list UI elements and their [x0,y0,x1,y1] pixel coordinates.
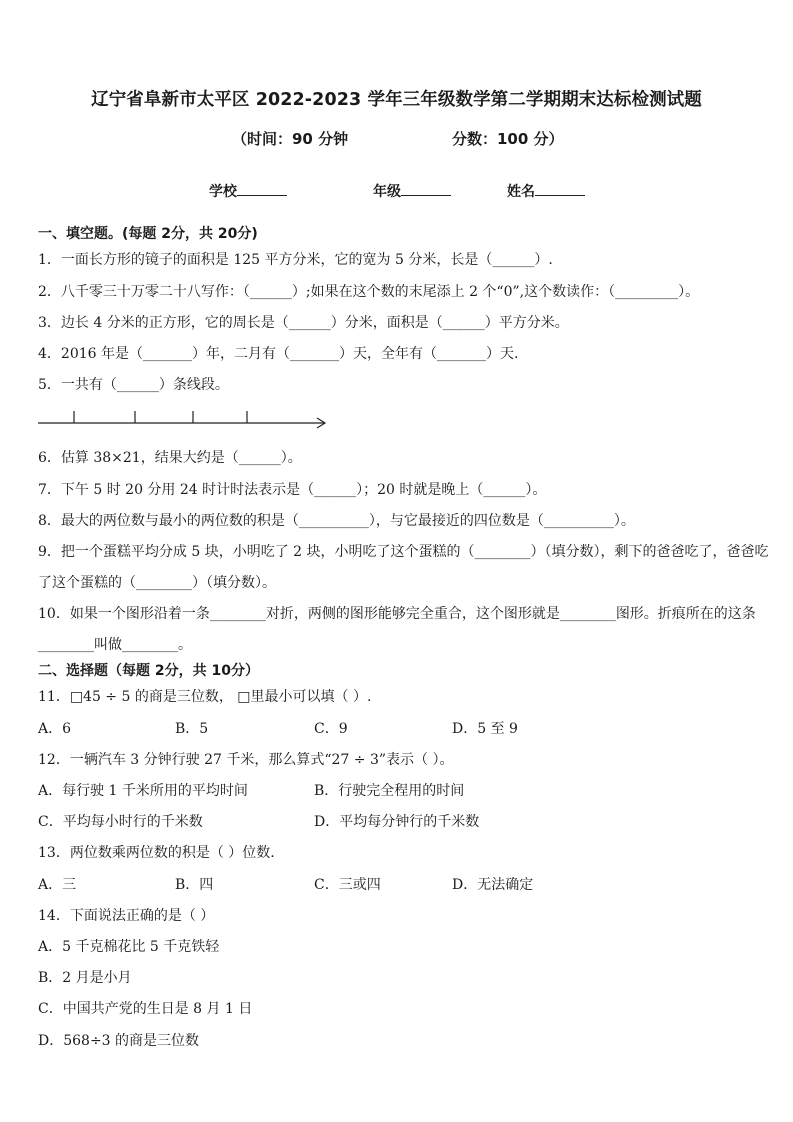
exam-score: 分数：100 分） [452,130,564,148]
section1-title: 一、填空题。(每题 2分，共 20分) [38,226,258,242]
q11-option-a: A．6 [38,721,72,737]
question-13: 13．两位数乘两位数的积是（ ）位数. [38,845,275,861]
name-blank [535,181,585,196]
question-12: 12．一辆汽车 3 分钟行驶 27 千米，那么算式“27 ÷ 3”表示（ ）。 [38,752,454,768]
q11-option-c: C．9 [314,721,348,737]
q13-option-c: C．三或四 [314,877,381,893]
school-field [209,181,287,201]
grade-blank [401,181,451,196]
section2-title: 二、选择题（每题 2分，共 10分） [38,663,259,679]
q12-option-d: D．平均每分钟行的千米数 [314,814,480,830]
line-segment-figure [38,408,338,432]
grade-label: 年级 [373,184,401,200]
question-7: 7．下午 5 时 20 分用 24 时计时法表示是（______）；20 时就是晚上（______）。 [38,482,547,498]
q11-option-b: B．5 [175,721,209,737]
name-label: 姓名 [507,184,535,200]
question-4: 4．2016 年是（_______）年，二月有（_______）天，全年有（_______）天. [38,346,519,362]
exam-title: 辽宁省阜新市太平区 2022-2023 学年三年级数学第二学期期末达标检测试题 [91,90,702,110]
q14-option-a: A．5 千克棉花比 5 千克铁轻 [38,939,220,955]
q12-option-b: B．行驶完全程用的时间 [314,783,465,799]
question-9-line-2: 了这个蛋糕的（________）（填分数）。 [38,575,276,591]
exam-time: （时间：90 分钟 [232,130,349,148]
question-3: 3．边长 4 分米的正方形，它的周长是（______）分米，面积是（______）平方分米。 [38,315,569,331]
question-8: 8．最大的两位数与最小的两位数的积是（__________），与它最接近的四位数是（__________）。 [38,513,635,529]
question-14: 14．下面说法正确的是（ ） [38,908,215,924]
question-5: 5．一共有（______）条线段。 [38,377,229,393]
question-2: 2．八千零三十万零二十八写作：（______）;如果在这个数的末尾添上 2 个“0”,这个数读作：（_________）。 [38,284,700,300]
question-10-line-1: 10．如果一个图形沿着一条________对折，两侧的图形能够完全重合，这个图形就是________图形。折痕所在的这条 [38,606,756,622]
question-10-line-2: ________叫做________。 [38,637,192,653]
q13-option-d: D．无法确定 [452,877,534,893]
question-6: 6．估算 38×21，结果大约是（______）。 [38,450,302,466]
q11-option-d: D．5 至 9 [452,721,518,737]
q14-option-d: D．568÷3 的商是三位数 [38,1033,200,1049]
q12-option-a: A．每行驶 1 千米所用的平均时间 [38,783,248,799]
q14-option-b: B．2 月是小月 [38,970,132,986]
school-blank [237,181,287,196]
q14-option-c: C．中国共产党的生日是 8 月 1 日 [38,1001,253,1017]
q13-option-b: B．四 [175,877,214,893]
q12-option-c: C．平均每小时行的千米数 [38,814,203,830]
question-1: 1．一面长方形的镜子的面积是 125 平方分米，它的宽为 5 分米，长是（______）. [38,252,553,268]
question-11: 11．□45 ÷ 5 的商是三位数， □里最小可以填（ ）. [38,689,372,705]
q13-option-a: A．三 [38,877,77,893]
name-field [507,181,585,201]
question-9-line-1: 9．把一个蛋糕平均分成 5 块，小明吃了 2 块，小明吃了这个蛋糕的（________）（填分数），剩下的爸爸吃了，爸爸吃 [38,544,769,560]
grade-field [373,181,451,201]
school-label: 学校 [209,184,237,200]
